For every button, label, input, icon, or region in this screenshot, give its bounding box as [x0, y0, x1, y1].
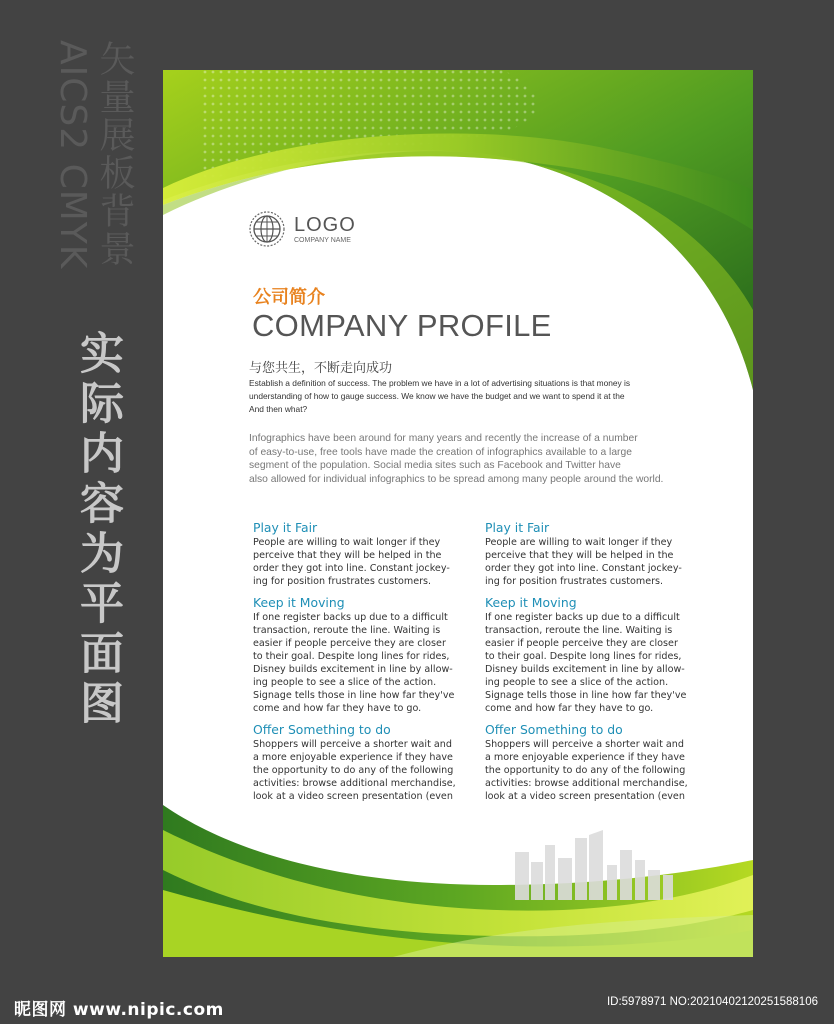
section-heading: Keep it Moving — [485, 595, 577, 610]
infographics-line: also allowed for individual infographics to be spread among many people around the world. — [249, 473, 664, 485]
section-body — [253, 611, 468, 715]
body-line: the opportunity to do any of the following — [253, 765, 454, 776]
body-line: Shoppers will perceive a shorter wait and — [253, 739, 452, 750]
body-line: activities: browse additional merchandise, — [485, 778, 688, 789]
body-line: easier if people perceive they are closer — [253, 638, 446, 649]
body-line: If one register backs up due to a difficult — [253, 612, 448, 623]
intro-line: And then what? — [249, 404, 308, 414]
body-line: Disney builds excitement in line by allow- — [253, 664, 453, 675]
body-line: transaction, reroute the line. Waiting is — [253, 625, 441, 636]
section-keep-it-moving — [253, 595, 468, 715]
body-line: ing people to see a slice of the action. — [253, 677, 437, 688]
side-caption-group — [52, 40, 136, 269]
section-heading: Offer Something to do — [485, 722, 623, 737]
poster-background-art — [163, 70, 753, 957]
heading-chinese: 公司简介 — [253, 287, 325, 308]
body-line: Signage tells those in line how far they've — [253, 690, 455, 701]
skyline-illustration — [515, 830, 673, 900]
body-line: perceive that they will be helped in the — [253, 550, 442, 561]
heading-english: COMPANY PROFILE — [252, 308, 552, 343]
watermark-site: 昵图网 www.nipic.com — [14, 1000, 224, 1020]
section-heading: Keep it Moving — [253, 595, 345, 610]
body-line: come and how far they have to go. — [485, 703, 654, 714]
body-line: to their goal. Despite long lines for rides, — [485, 651, 682, 662]
side-caption-title: 矢量展板背景 — [94, 40, 135, 268]
section-play-it-fair — [253, 520, 468, 588]
section-keep-it-moving — [485, 595, 700, 715]
content-column-right — [485, 520, 700, 810]
body-line: ing people to see a slice of the action. — [485, 677, 669, 688]
slogan: 与您共生，不断走向成功 — [249, 361, 393, 376]
section-heading: Play it Fair — [485, 520, 550, 535]
section-body — [253, 536, 468, 588]
section-heading: Offer Something to do — [253, 722, 391, 737]
infographics-line: Infographics have been around for many years and recently the increase of a number — [249, 433, 638, 444]
body-line: activities: browse additional merchandise, — [253, 778, 456, 789]
section-play-it-fair — [485, 520, 700, 588]
watermark-id: ID:5978971 NO:20210402120251588106 — [606, 996, 818, 1008]
body-line: to their goal. Despite long lines for rides, — [253, 651, 450, 662]
body-line: Shoppers will perceive a shorter wait and — [485, 739, 684, 750]
body-line: People are willing to wait longer if they — [253, 537, 441, 548]
body-line: ing for position frustrates customers. — [253, 576, 432, 587]
intro-line: understanding of how to gauge success. We know we have the budget and we want to spend it at the — [249, 391, 625, 401]
body-line: come and how far they have to go. — [253, 703, 422, 714]
body-line: easier if people perceive they are closer — [485, 638, 678, 649]
body-line: the opportunity to do any of the following — [485, 765, 686, 776]
intro-paragraph — [249, 377, 699, 416]
logo-wordmark: LOGO — [294, 213, 356, 236]
section-body — [253, 738, 468, 803]
side-caption-notice: 实际内容为平面图 — [72, 330, 123, 730]
infographics-paragraph — [249, 432, 719, 486]
body-line: order they got into line. Constant jockey- — [253, 563, 450, 574]
body-line: If one register backs up due to a difficult — [485, 612, 680, 623]
section-offer-something — [253, 722, 468, 803]
infographics-line: segment of the population. Social media sites such as Facebook and Twitter have — [249, 460, 621, 472]
globe-icon — [248, 210, 286, 248]
body-line: look at a video screen presentation (even — [485, 791, 685, 802]
side-caption-format: AICS2 CMYK — [52, 40, 93, 270]
body-line: order they got into line. Constant jockey- — [485, 563, 682, 574]
body-line: a more enjoyable experience if they have — [253, 752, 453, 763]
profile-poster — [163, 70, 753, 957]
body-line: perceive that they will be helped in the — [485, 550, 674, 561]
section-offer-something — [485, 722, 700, 803]
section-body — [485, 611, 700, 715]
body-line: Signage tells those in line how far they've — [485, 690, 687, 701]
body-line: a more enjoyable experience if they have — [485, 752, 685, 763]
logo-company-name: COMPANY NAME — [294, 236, 351, 244]
section-heading: Play it Fair — [253, 520, 318, 535]
company-logo — [248, 210, 356, 248]
body-line: transaction, reroute the line. Waiting is — [485, 625, 673, 636]
section-body — [485, 536, 700, 588]
body-line: ing for position frustrates customers. — [485, 576, 664, 587]
content-column-left — [253, 520, 468, 810]
intro-line: Establish a definition of success. The problem we have in a lot of advertising situations is that money is — [249, 378, 631, 388]
body-line: People are willing to wait longer if they — [485, 537, 673, 548]
section-body — [485, 738, 700, 803]
infographics-line: of easy-to-use, free tools have made the creation of infographics available to a large — [249, 446, 632, 458]
body-line: Disney builds excitement in line by allow- — [485, 664, 685, 675]
body-line: look at a video screen presentation (even — [253, 791, 453, 802]
